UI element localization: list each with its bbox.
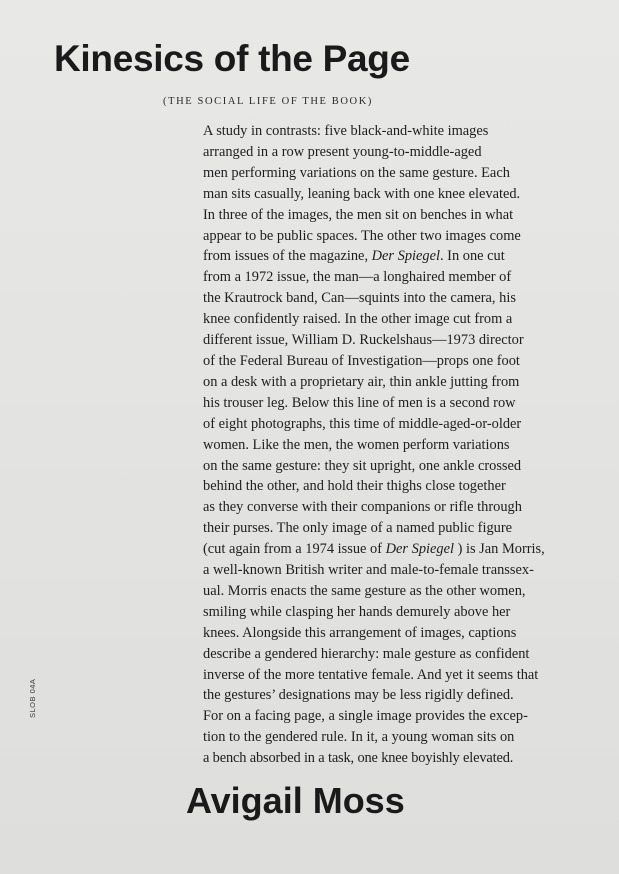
body-line: describe a gendered hierarchy: male gesture as confident <box>203 645 530 662</box>
body-line: a well-known British writer and male-to-female transsex- <box>203 562 534 579</box>
body-line: on a desk with a proprietary air, thin ankle jutting from <box>203 373 520 390</box>
body-line: man sits casually, leaning back with one knee elevated. <box>203 185 521 202</box>
page-title: Kinesics of the Page <box>54 38 410 79</box>
page-subtitle: (THE SOCIAL LIFE OF THE BOOK) <box>163 96 374 107</box>
body-line: women. Like the men, the women perform variations <box>203 436 510 453</box>
body-line: his trouser leg. Below this line of men is a second row <box>203 394 516 411</box>
body-text <box>203 121 570 769</box>
body-line: of the Federal Bureau of Investigation—props one foot <box>203 352 520 369</box>
body-line: behind the other, and hold their thighs close together <box>203 478 506 495</box>
body-line: a bench absorbed in a task, one knee boyishly elevated. <box>203 750 514 767</box>
body-line: (cut again from a 1974 issue of Der Spiegel ) is Jan Morris, <box>203 541 545 558</box>
body-line: the gestures’ designations may be less rigidly defined. <box>203 687 514 704</box>
body-line: For on a facing page, a single image provides the excep- <box>203 708 528 725</box>
body-line: tion to the gendered rule. In it, a young woman sits on <box>203 729 515 746</box>
body-line: knees. Alongside this arrangement of images, captions <box>203 624 517 641</box>
author-name: Avigail Moss <box>186 780 405 821</box>
body-line: of eight photographs, this time of middle-aged-or-older <box>203 415 522 432</box>
body-line: In three of the images, the men sit on benches in what <box>203 206 514 223</box>
body-line: appear to be public spaces. The other two images come <box>203 227 521 244</box>
body-line: the Krautrock band, Can—squints into the camera, his <box>203 290 516 307</box>
body-line: on the same gesture: they sit upright, one ankle crossed <box>203 457 522 474</box>
body-line: A study in contrasts: five black-and-white images <box>203 123 489 139</box>
body-line: different issue, William D. Ruckelshaus—1973 director <box>203 332 524 349</box>
body-line: inverse of the more tentative female. And yet it seems that <box>203 666 539 683</box>
body-line: ual. Morris enacts the same gesture as the other women, <box>203 582 526 599</box>
body-line: men performing variations on the same gesture. Each <box>203 164 510 181</box>
body-line: arranged in a row present young-to-middle-aged <box>203 143 482 160</box>
body-line: as they converse with their companions or rifle through <box>203 499 522 516</box>
body-line: smiling while clasping her hands demurely above her <box>203 603 511 620</box>
body-line: from a 1972 issue, the man—a longhaired member of <box>203 269 512 286</box>
side-code: SLOB 04A <box>28 678 37 718</box>
body-line: their purses. The only image of a named public figure <box>203 520 513 537</box>
body-line: from issues of the magazine, Der Spiegel. In one cut <box>203 248 505 265</box>
body-line: knee confidently raised. In the other image cut from a <box>203 311 513 328</box>
